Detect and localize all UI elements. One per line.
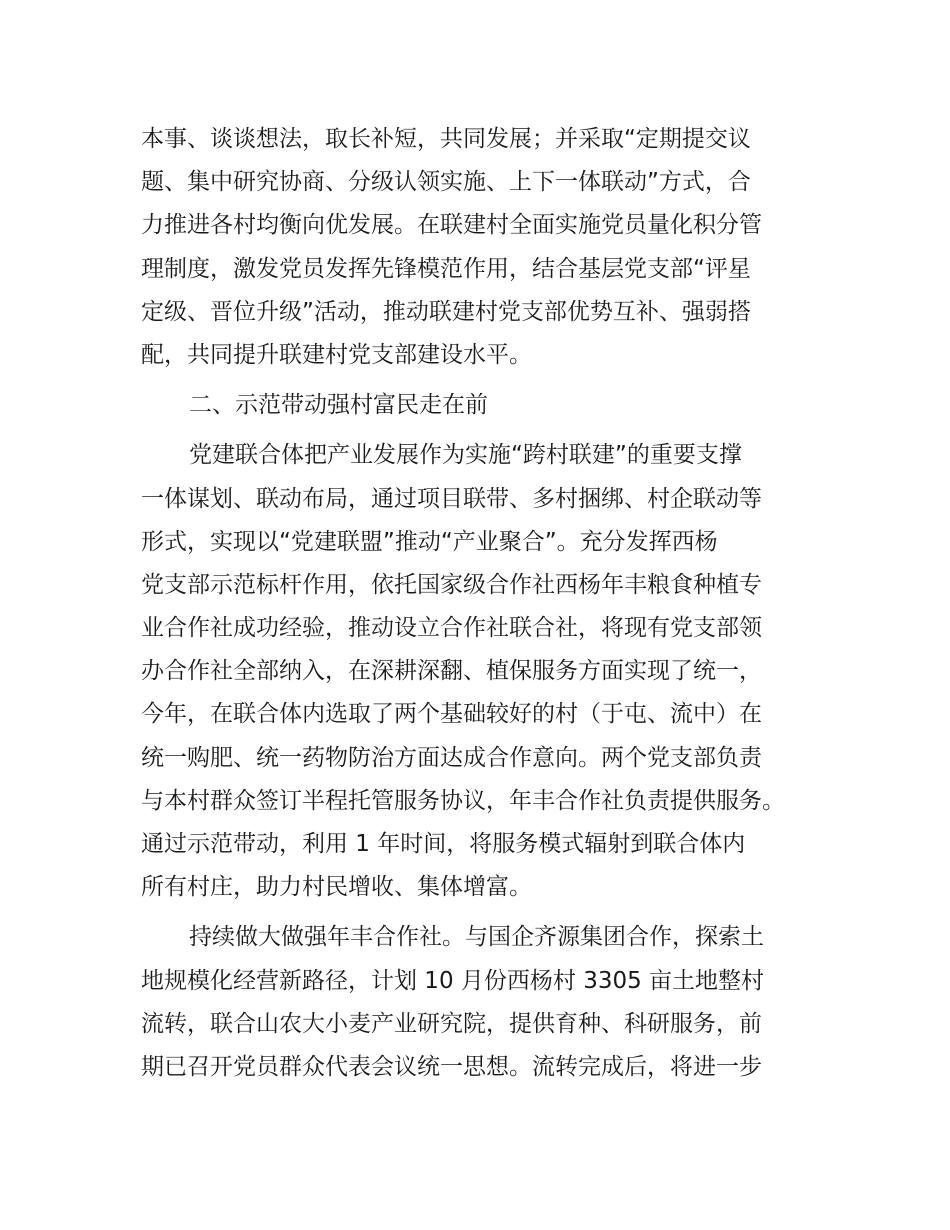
paragraph-line: 今年，在联合体内选取了两个基础较好的村（于屯、流中）在: [141, 701, 762, 728]
section-heading-text: 二、示范带动强村富民走在前: [189, 392, 488, 419]
paragraph-line: 通过示范带动，利用 1 年时间，将服务模式辐射到联合体内: [141, 831, 746, 857]
paragraph-1: [141, 118, 813, 377]
paragraph-line: 流转，联合山农大小麦产业研究院，提供育种、科研服务，前: [141, 1010, 762, 1037]
paragraph-line: 形式，实现以“党建联盟”推动“产业聚合”。充分发挥西杨: [141, 528, 718, 555]
paragraph-line: 一体谋划、联动布局，通过项目联带、多村捆绑、村企联动等: [141, 485, 762, 512]
paragraph-line: 持续做大做强年丰合作社。与国企齐源集团合作，探索土: [189, 924, 764, 951]
paragraph-line: 期已召开党员群众代表会议统一思想。流转完成后，将进一步: [141, 1053, 762, 1080]
paragraph-line: 地规模化经营新路径，计划 10 月份西杨村 3305 亩土地整村: [141, 967, 765, 994]
paragraph-line: 理制度，激发党员发挥先锋模范作用，结合基层党支部“评星: [141, 255, 751, 282]
paragraph-line: 党建联合体把产业发展作为实施“跨村联建”的重要支撑: [189, 442, 742, 469]
paragraph-line: 党支部示范标杆作用，依托国家级合作社西杨年丰粮食种植专: [141, 571, 762, 598]
paragraph-line: 业合作社成功经验，推动设立合作社联合社，将现有党支部领: [141, 615, 762, 642]
paragraph-line: 与本村群众签订半程托管服务协议，年丰合作社负责提供服务。: [141, 787, 785, 814]
paragraph-3: [141, 916, 813, 1089]
paragraph-line: 定级、晋位升级”活动，推动联建村党支部优势互补、强弱搭: [141, 298, 751, 325]
paragraph-line: 统一购肥、统一药物防治方面达成合作意向。两个党支部负责: [141, 744, 762, 771]
paragraph-line: 本事、谈谈想法，取长补短，共同发展；并采取“定期提交议: [141, 126, 751, 152]
section-heading: [141, 384, 813, 427]
paragraph-line: 力推进各村均衡向优发展。在联建村全面实施党员量化积分管: [141, 212, 762, 239]
paragraph-line: 题、集中研究协商、分级认领实施、上下一体联动”方式，合: [141, 169, 751, 196]
paragraph-line: 办合作社全部纳入，在深耕深翻、植保服务方面实现了统一，: [141, 658, 762, 685]
paragraph-line: 配，共同提升联建村党支部建设水平。: [141, 341, 532, 368]
paragraph-2: [141, 434, 813, 909]
document-page: [141, 118, 813, 1089]
paragraph-line: 所有村庄，助力村民增收、集体增富。: [141, 874, 532, 901]
